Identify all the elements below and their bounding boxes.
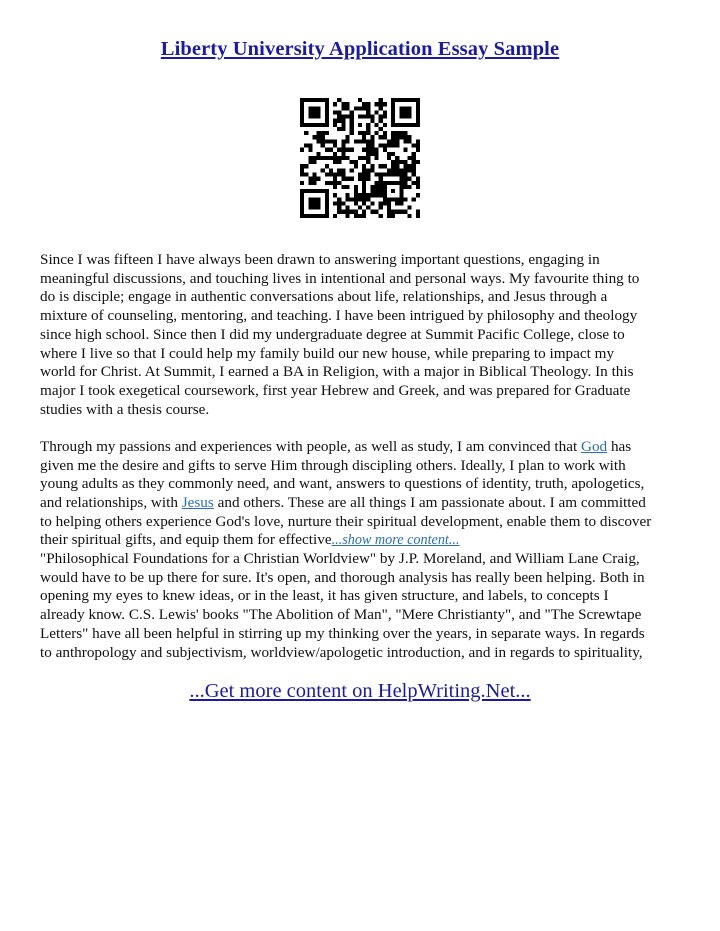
- text-line: Since I was fifteen I have always been drawn to answering important questions, engaging in: [40, 251, 600, 268]
- text-line: since high school. Since then I did my undergraduate degree at Summit Pacific College, close to: [40, 325, 625, 343]
- text-line: [40, 438, 685, 457]
- text-line: studies with a thesis course.: [40, 400, 210, 418]
- document-title[interactable]: Liberty University Application Essay Sample: [160, 38, 560, 60]
- paragraph-2: [40, 438, 685, 662]
- text-line: to helping others experience God's love, nurture their spiritual development, enable them to discover: [40, 512, 652, 530]
- text-segment: and relationships, with: [40, 493, 182, 511]
- show-more-link[interactable]: ...show more content...: [331, 532, 460, 549]
- text-line: [40, 531, 685, 550]
- text-segment: and others. These are all things I am passionate about. I am committed: [213, 493, 646, 511]
- text-line: do is disciple; engage in authentic conversations about life, relationships, and Jesus through a: [40, 288, 608, 306]
- text-segment: their spiritual gifts, and equip them for effective: [40, 531, 332, 549]
- text-segment: has: [607, 437, 632, 455]
- text-line: major I took exegetical coursework, first year Hebrew and Greek, and was prepared for Graduate: [40, 381, 631, 399]
- text-line: world for Christ. At Summit, I earned a BA in Religion, with a major in Biblical Theology. In this: [40, 363, 634, 381]
- text-line: where I live so that I could help my family build our new house, while preparing to impact my: [40, 344, 615, 362]
- jesus-link[interactable]: Jesus: [181, 493, 214, 511]
- essay-body: [40, 251, 685, 662]
- get-more-content-link[interactable]: ...Get more content on HelpWriting.Net...: [189, 680, 531, 702]
- text-segment: Through my passions and experiences with people, as well as study, I am convinced that: [40, 437, 581, 455]
- text-line: opening my eyes to knew ideas, or in the least, it has given structure, and labels, to concepts I: [40, 587, 609, 605]
- text-line: given me the desire and gifts to serve Him through discipling others. Ideally, I plan to work with: [40, 456, 626, 474]
- text-line: already know. C.S. Lewis' books "The Abolition of Man", "Mere Christianty", and "The Screwtape: [40, 606, 642, 624]
- text-line: meaningful discussions, and touching lives in intentional and personal ways. My favourite thing to: [40, 269, 640, 287]
- text-line: mixture of counseling, mentoring, and teaching. I have been intrigued by philosophy and theology: [40, 307, 638, 325]
- text-line: to anthropology and subjectivism, worldview/apologetic introduction, and in regards to spirituality,: [40, 643, 643, 661]
- text-line: would have to be up there for sure. It's open, and thorough analysis has really been helping. Both in: [40, 568, 645, 586]
- text-line: [40, 494, 685, 513]
- paragraph-1: [40, 251, 685, 419]
- text-line: young adults as they commonly need, and want, answers to questions of identity, truth, apologetics,: [40, 475, 645, 493]
- text-line: Letters" have all been helpful in stirring up my thinking over the years, in separate ways. In regards: [40, 624, 645, 642]
- god-link[interactable]: God: [581, 437, 608, 455]
- text-line: "Philosophical Foundations for a Christian Worldview" by J.P. Moreland, and William Lane Craig,: [40, 550, 640, 568]
- qr-code-icon: [300, 98, 420, 218]
